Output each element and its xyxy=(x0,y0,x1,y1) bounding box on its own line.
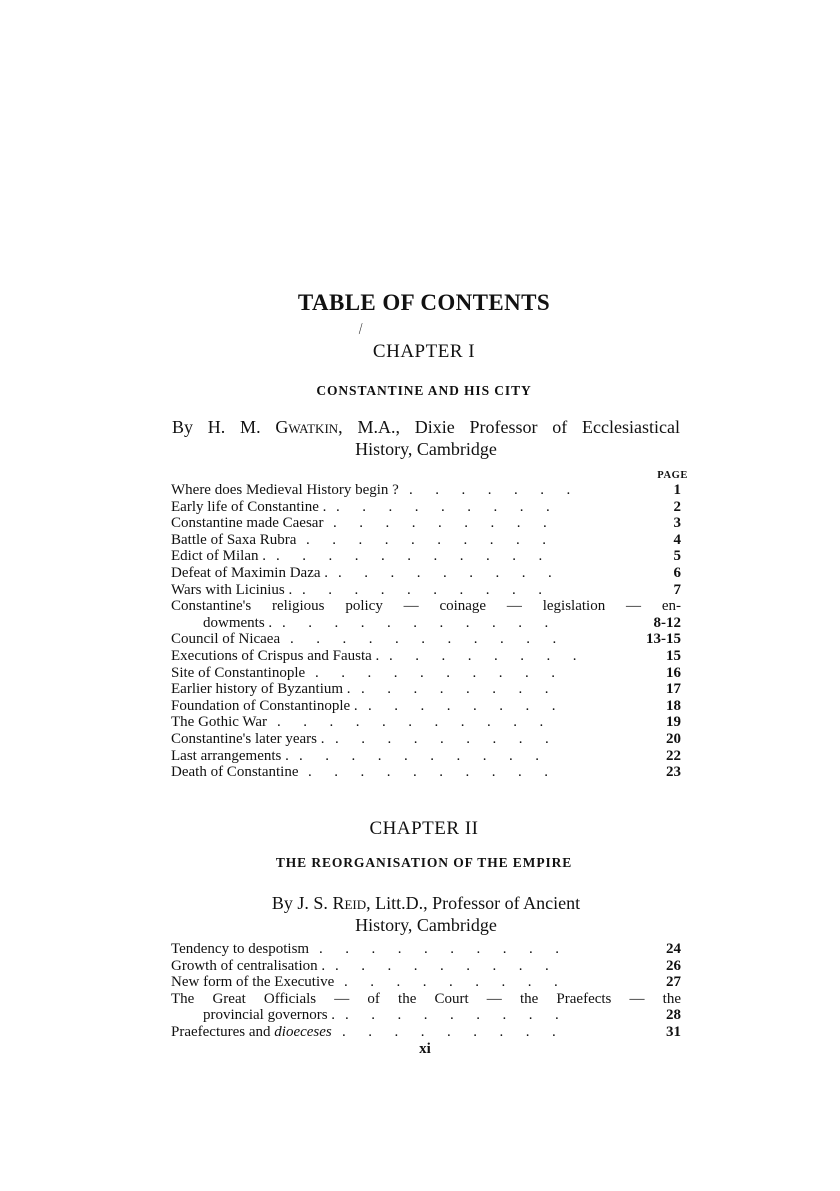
dot-leader: . . . . . . . . . xyxy=(338,564,575,581)
toc-entry-title: Constantine's later years . xyxy=(171,730,325,747)
italic-term: dioeceses xyxy=(274,1023,332,1040)
toc-entry-page: 13-15 xyxy=(646,631,681,648)
dot-leader: . . . . . . . . . . . xyxy=(276,548,565,565)
toc-entry xyxy=(171,532,681,549)
toc-entry-page: 1 xyxy=(673,482,681,498)
toc-entry xyxy=(171,598,681,615)
toc-entry xyxy=(171,748,681,765)
toc-entry-page: 15 xyxy=(666,647,681,664)
toc-entry xyxy=(171,698,681,715)
toc-entry-page: 6 xyxy=(673,564,681,581)
toc-entry xyxy=(171,1024,681,1041)
toc-entry-title: Edict of Milan . xyxy=(171,548,266,565)
dot-leader: . . . . . . . . . . xyxy=(319,941,582,957)
dot-leader: . . . . . . . . . xyxy=(335,730,572,747)
chapter-2-byline xyxy=(172,892,680,936)
dot-leader: . . . . . . . . xyxy=(368,697,578,714)
toc-entry-title: The Great Officials — of the Court — the Praefects — the xyxy=(171,990,681,1007)
toc-entry xyxy=(171,665,681,682)
toc-entry xyxy=(171,991,681,1008)
toc-entry-title: Constantine's religious policy — coinage — legislation — en- xyxy=(171,598,681,615)
author-name: Reid xyxy=(332,893,367,913)
chapter-1-title: CONSTANTINE AND HIS CITY xyxy=(316,383,532,398)
toc-entry-title: Last arrangements . xyxy=(171,747,289,764)
toc-entry xyxy=(171,958,681,975)
toc-entry xyxy=(171,648,681,665)
toc-entry-page: 3 xyxy=(673,515,681,532)
chapter-2-heading: CHAPTER II xyxy=(369,818,479,839)
toc-entry-page: 8-12 xyxy=(653,614,681,631)
toc-entry-page: 28 xyxy=(666,1007,681,1024)
toc-entry-page: 18 xyxy=(666,697,681,714)
dot-leader: . . . . . . . . . xyxy=(333,515,570,532)
toc-entry xyxy=(171,1007,681,1024)
toc-entry-page: 22 xyxy=(666,747,681,764)
toc-entry-title: Foundation of Constantinople . xyxy=(171,697,358,714)
toc-entry-title: Tendency to despotism xyxy=(171,941,310,957)
toc-entry xyxy=(171,615,681,632)
dot-leader: . . . . . . . . . . xyxy=(302,581,565,598)
toc-entry-page: 31 xyxy=(666,1023,681,1040)
toc-entry-title: dowments . xyxy=(203,614,273,631)
dot-leader: . . . . . . . . xyxy=(361,681,571,698)
toc-entry-page: 26 xyxy=(666,957,681,974)
toc-entry-page: 17 xyxy=(666,681,681,698)
toc-entry-page: 23 xyxy=(666,764,681,781)
byline-line-1 xyxy=(172,416,680,438)
pencil-tick-mark: ⁄ xyxy=(357,322,365,337)
dot-leader: . . . . . . . . xyxy=(389,647,599,664)
dot-leader: . . . . . . . . . xyxy=(336,498,573,515)
toc-entry-title: Death of Constantine xyxy=(171,764,299,781)
toc-entry xyxy=(171,764,681,781)
page-title: TABLE OF CONTENTS xyxy=(297,290,551,315)
toc-entry xyxy=(171,974,681,991)
dot-leader: . . . . . . . . . . xyxy=(306,531,569,548)
dot-leader: . . . . . . . . . xyxy=(335,957,572,974)
dot-leader: . . . . . . . . . xyxy=(342,1023,579,1040)
chapter-1-byline xyxy=(172,416,680,460)
toc-entry xyxy=(171,565,681,582)
dot-leader: . . . . . . . . . . xyxy=(299,747,562,764)
dot-leader: . . . . . . . . . . . xyxy=(282,614,571,631)
chapter-2-title: THE REORGANISATION OF THE EMPIRE xyxy=(275,855,573,870)
author-name: Gwatkin xyxy=(275,417,339,437)
chapter-1-heading: CHAPTER I xyxy=(372,341,476,362)
dot-leader: . . . . . . . . . . . xyxy=(277,714,566,731)
dot-leader: . . . . . . . . . xyxy=(345,1007,582,1024)
toc-entry-page: 20 xyxy=(666,730,681,747)
toc-entry-title: Defeat of Maximin Daza . xyxy=(171,564,329,581)
toc-entry-title: Council of Nicaea xyxy=(171,631,281,648)
toc-entry-title: Growth of centralisation . xyxy=(171,957,326,974)
toc-entry xyxy=(171,582,681,599)
byline-line-2: History, Cambridge xyxy=(355,915,497,935)
toc-entry xyxy=(171,714,681,731)
toc-entry xyxy=(171,515,681,532)
author-credentials: , Litt.D., Professor of Ancient xyxy=(366,893,581,913)
toc-entry xyxy=(171,499,681,516)
toc-entry-page: 2 xyxy=(673,498,681,515)
author-credentials: , M.A., Dixie Professor of Ecclesiastical xyxy=(338,417,680,437)
toc-entry xyxy=(171,631,681,648)
toc-entry-title: Constantine made Caesar xyxy=(171,515,324,532)
toc-entry xyxy=(171,731,681,748)
dot-leader: . . . . . . . . . . . xyxy=(290,631,579,648)
toc-entry-title: Site of Constantinople xyxy=(171,664,306,681)
toc-entry-page: 27 xyxy=(666,974,681,991)
page-number: xi xyxy=(419,1041,431,1057)
toc-entry-page: 5 xyxy=(673,548,681,565)
byline-line-1 xyxy=(172,892,680,914)
toc-entry xyxy=(171,548,681,565)
chapter-2-contents xyxy=(171,941,681,1041)
toc-entry-title: Where does Medieval History begin ? xyxy=(171,482,399,498)
toc-entry-title: Praefectures and dioeceses xyxy=(171,1023,332,1040)
toc-entry xyxy=(171,681,681,698)
toc-entry-page: 7 xyxy=(673,581,681,598)
toc-entry xyxy=(171,941,681,958)
byline-by: By H. M. xyxy=(172,417,276,437)
byline-by: By J. S. xyxy=(271,893,333,913)
toc-entry-page: 16 xyxy=(666,664,681,681)
toc-entry-title: New form of the Executive xyxy=(171,974,335,991)
byline-line-2: History, Cambridge xyxy=(355,439,497,459)
dot-leader: . . . . . . . . . xyxy=(344,974,581,991)
toc-entry-title: Wars with Licinius . xyxy=(171,581,293,598)
dot-leader: . . . . . . . . . . xyxy=(308,764,571,781)
page-column-label: PAGE xyxy=(657,470,688,481)
toc-entry-title: Executions of Crispus and Fausta . xyxy=(171,647,380,664)
chapter-1-contents xyxy=(171,482,681,781)
dot-leader: . . . . . . . . . . xyxy=(315,664,578,681)
toc-entry-title: Early life of Constantine . xyxy=(171,498,327,515)
toc-entry-title: Battle of Saxa Rubra xyxy=(171,531,297,548)
toc-entry-page: 19 xyxy=(666,714,681,731)
dot-leader: . . . . . . . xyxy=(409,482,593,498)
toc-entry-title: provincial governors . xyxy=(203,1007,336,1024)
toc-entry xyxy=(171,482,681,499)
toc-entry-page: 24 xyxy=(666,941,681,957)
toc-entry-page: 4 xyxy=(673,531,681,548)
toc-entry-title: The Gothic War xyxy=(171,714,267,731)
toc-entry-title: Earlier history of Byzantium . xyxy=(171,681,351,698)
